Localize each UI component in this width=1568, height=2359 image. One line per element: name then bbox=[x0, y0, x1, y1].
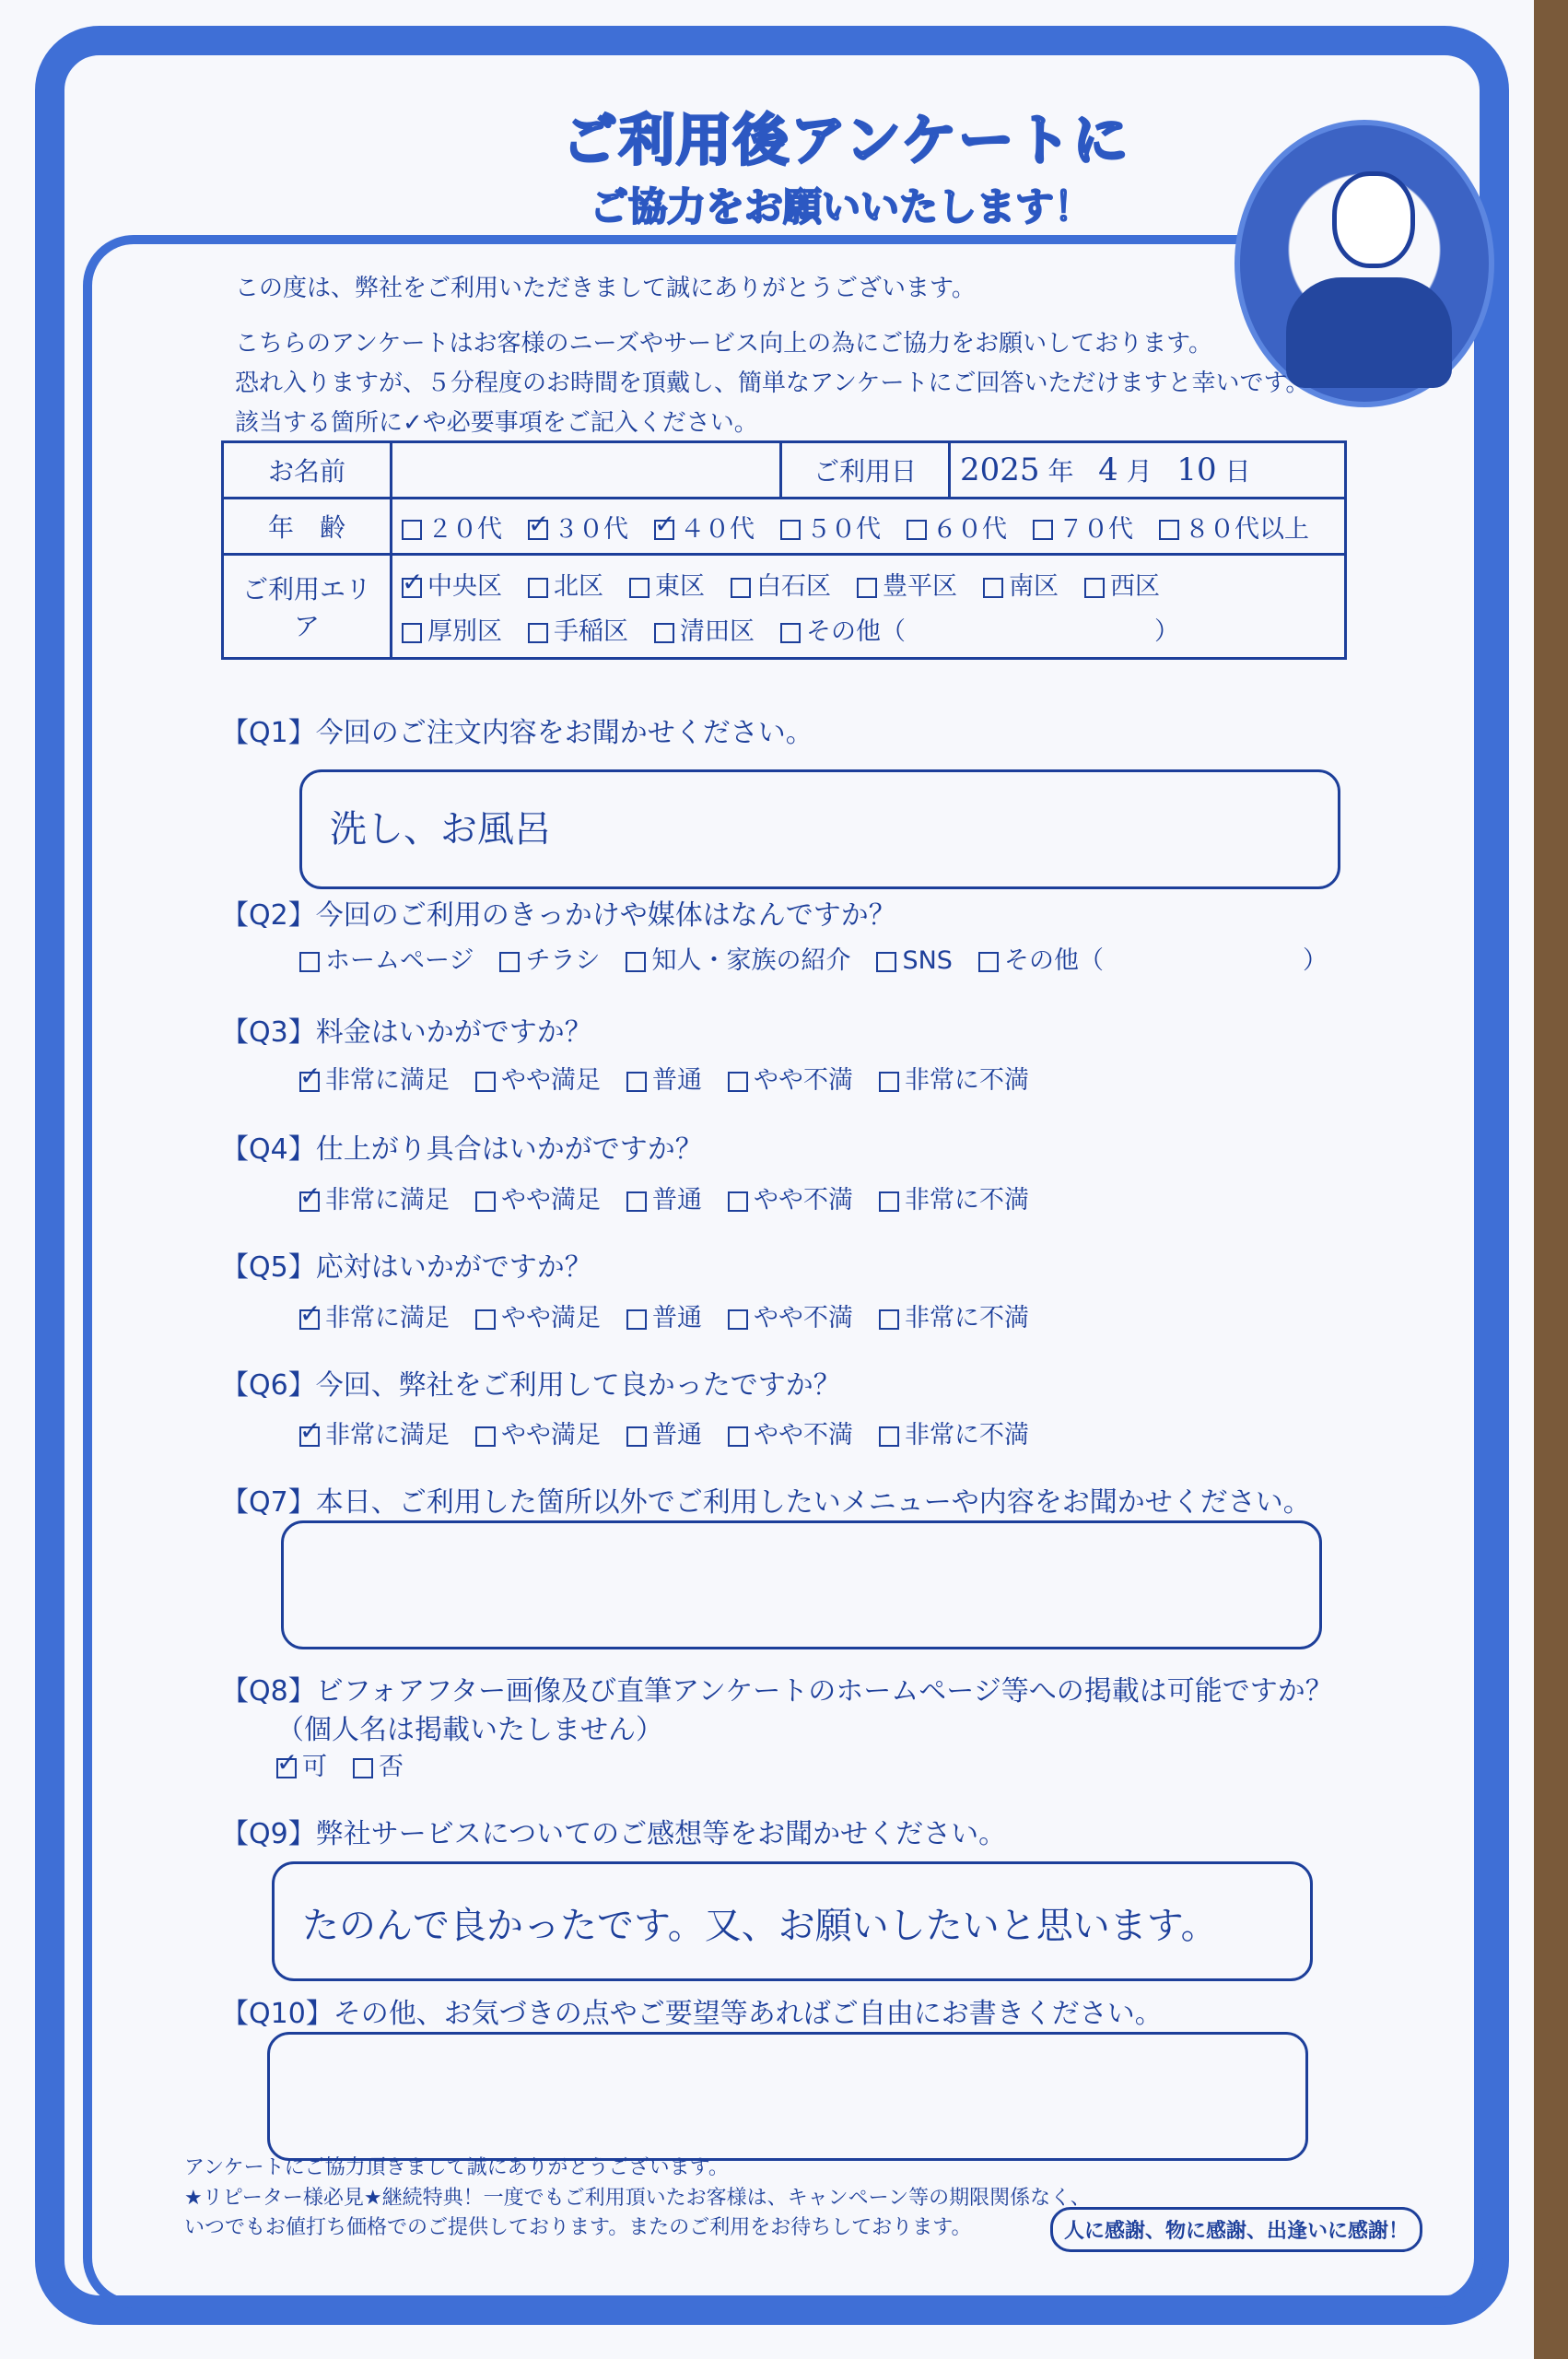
q5-option[interactable] bbox=[299, 1297, 450, 1333]
age-option[interactable] bbox=[907, 509, 1007, 545]
checkbox[interactable] bbox=[528, 578, 548, 598]
checkbox[interactable] bbox=[475, 1426, 496, 1447]
q2-option[interactable] bbox=[626, 940, 850, 976]
checkbox[interactable] bbox=[629, 578, 649, 598]
q5-option[interactable] bbox=[626, 1297, 702, 1333]
q3-option-label: 普通 bbox=[652, 1066, 702, 1095]
checkbox[interactable] bbox=[626, 952, 646, 972]
q5-option-label: 普通 bbox=[652, 1304, 702, 1332]
q5-option-label: 非常に満足 bbox=[325, 1304, 450, 1332]
q6-option-label: 非常に満足 bbox=[325, 1421, 450, 1449]
footer-line: ★リピーター様必見★継続特典！一度でもご利用頂いたお客様は、キャンペーン等の期限関係なく、 bbox=[184, 2187, 1091, 2210]
area-option[interactable] bbox=[654, 611, 755, 647]
q6-option-label: やや満足 bbox=[501, 1421, 601, 1449]
date-label: ご利用日 bbox=[781, 442, 950, 499]
area-option-label: 豊平区 bbox=[883, 572, 957, 601]
age-option[interactable] bbox=[528, 509, 628, 545]
checkbox[interactable] bbox=[728, 1072, 748, 1092]
q7-label: 【Q7】本日、ご利用した箇所以外でご利用したいメニューや内容をお聞かせください。 bbox=[221, 1486, 1311, 1519]
checkbox[interactable] bbox=[626, 1426, 647, 1447]
checkbox[interactable] bbox=[876, 952, 896, 972]
age-option-label: ６０代 bbox=[932, 514, 1007, 544]
checkbox[interactable] bbox=[528, 520, 548, 540]
area-option-label: その他（ ） bbox=[806, 617, 1179, 646]
age-label: 年 齢 bbox=[223, 499, 392, 555]
q3-option[interactable] bbox=[626, 1060, 702, 1096]
checkbox[interactable] bbox=[626, 1309, 647, 1330]
area-option[interactable] bbox=[731, 566, 831, 602]
q1-label: 【Q1】今回のご注文内容をお聞かせください。 bbox=[221, 717, 813, 749]
q5-option[interactable] bbox=[475, 1297, 601, 1333]
q3-option[interactable] bbox=[475, 1060, 601, 1096]
q3-option[interactable] bbox=[879, 1060, 1029, 1096]
q8-option-label: 可 bbox=[302, 1753, 327, 1781]
q10-answer-box[interactable] bbox=[267, 2032, 1308, 2161]
area-option-label: 厚別区 bbox=[427, 617, 502, 646]
checkbox[interactable] bbox=[728, 1426, 748, 1447]
q3-option-label: 非常に満足 bbox=[325, 1066, 450, 1095]
area-option[interactable] bbox=[629, 566, 705, 602]
checkbox[interactable] bbox=[978, 952, 999, 972]
area-option[interactable] bbox=[528, 566, 603, 602]
q3-label: 【Q3】料金はいかがですか？ bbox=[221, 1016, 592, 1049]
intro-line: こちらのアンケートはお客様のニーズやサービス向上の為にご協力をお願いしております。 bbox=[235, 330, 1213, 358]
checkbox[interactable] bbox=[475, 1309, 496, 1330]
checkbox[interactable] bbox=[402, 578, 422, 598]
q4-option[interactable] bbox=[728, 1180, 853, 1215]
checkbox[interactable] bbox=[728, 1191, 748, 1212]
area-option-label: 東区 bbox=[655, 572, 705, 601]
checkbox[interactable] bbox=[475, 1072, 496, 1092]
checkbox[interactable] bbox=[983, 578, 1003, 598]
q4-option-label: やや満足 bbox=[501, 1186, 601, 1215]
motto-stamp: 人に感謝、物に感謝、出逢いに感謝！ bbox=[1050, 2207, 1422, 2252]
q2-option-label: 知人・家族の紹介 bbox=[651, 946, 851, 975]
area-label: ご利用エリア bbox=[223, 555, 392, 659]
checkbox[interactable] bbox=[299, 1426, 320, 1447]
q5-option-label: やや満足 bbox=[501, 1304, 601, 1332]
checkbox[interactable] bbox=[299, 1072, 320, 1092]
checkbox[interactable] bbox=[276, 1758, 297, 1778]
checkbox[interactable] bbox=[499, 952, 520, 972]
area-option-label: 中央区 bbox=[427, 572, 502, 601]
checkbox[interactable] bbox=[879, 1191, 899, 1212]
q6-option-label: 非常に不満 bbox=[905, 1421, 1029, 1449]
age-option-label: ２０代 bbox=[427, 514, 502, 544]
age-option[interactable] bbox=[654, 509, 755, 545]
q3-option-label: 非常に不満 bbox=[905, 1066, 1029, 1095]
footer-line: アンケートにご協力頂きまして誠にありがとうございます。 bbox=[184, 2156, 729, 2179]
checkbox[interactable] bbox=[728, 1309, 748, 1330]
q8-option-label: 否 bbox=[379, 1753, 404, 1781]
q6-option[interactable] bbox=[475, 1414, 601, 1450]
checkbox[interactable] bbox=[731, 578, 751, 598]
q9-answer: たのんで良かったです。又、お願いしたいと思います。 bbox=[302, 1905, 1218, 1947]
area-option-label: 白石区 bbox=[756, 572, 831, 601]
q4-option[interactable] bbox=[475, 1180, 601, 1215]
q2-option-label: SNS bbox=[902, 946, 953, 975]
q4-label: 【Q4】仕上がり具合はいかがですか？ bbox=[221, 1133, 703, 1166]
q5-option[interactable] bbox=[879, 1297, 1029, 1333]
q6-label: 【Q6】今回、弊社をご利用して良かったですか？ bbox=[221, 1369, 841, 1402]
q6-option[interactable] bbox=[879, 1414, 1029, 1450]
q5-label: 【Q5】応対はいかがですか？ bbox=[221, 1251, 592, 1284]
q4-option[interactable] bbox=[879, 1180, 1029, 1215]
q4-option-label: 非常に不満 bbox=[905, 1186, 1029, 1215]
q8-option[interactable] bbox=[276, 1746, 327, 1782]
area-options bbox=[392, 555, 1346, 659]
q5-option-label: 非常に不満 bbox=[905, 1304, 1029, 1332]
checkbox[interactable] bbox=[1159, 520, 1179, 540]
q6-option[interactable] bbox=[299, 1414, 450, 1450]
q4-option-label: 普通 bbox=[652, 1186, 702, 1215]
date-field[interactable] bbox=[950, 442, 1346, 499]
area-option-label: 清田区 bbox=[680, 617, 755, 646]
customer-info-table bbox=[221, 440, 1347, 660]
area-option-label: 手稲区 bbox=[554, 617, 628, 646]
checkbox[interactable] bbox=[879, 1072, 899, 1092]
checkbox[interactable] bbox=[780, 520, 801, 540]
checkbox[interactable] bbox=[626, 1191, 647, 1212]
q2-option[interactable] bbox=[876, 946, 952, 975]
checkbox[interactable] bbox=[299, 952, 320, 972]
checkbox[interactable] bbox=[1084, 578, 1105, 598]
intro-line: この度は、弊社をご利用いただきまして誠にありがとうございます。 bbox=[235, 275, 976, 302]
q2-option-label: チラシ bbox=[525, 946, 601, 975]
q2-option[interactable] bbox=[299, 940, 474, 976]
q4-option[interactable] bbox=[626, 1180, 702, 1215]
checkbox[interactable] bbox=[528, 623, 548, 643]
q9-answer-box[interactable] bbox=[272, 1861, 1313, 1981]
q6-option[interactable] bbox=[728, 1414, 853, 1450]
q4-option[interactable] bbox=[299, 1180, 450, 1215]
age-option[interactable] bbox=[1033, 509, 1133, 545]
checkbox[interactable] bbox=[402, 623, 422, 643]
q8-option[interactable] bbox=[353, 1746, 404, 1782]
area-option[interactable] bbox=[780, 611, 1179, 647]
q9-label: 【Q9】弊社サービスについてのご感想等をお聞かせください。 bbox=[221, 1818, 1007, 1850]
checkbox[interactable] bbox=[780, 623, 801, 643]
year-value: 2025 bbox=[960, 452, 1040, 488]
checkbox[interactable] bbox=[879, 1426, 899, 1447]
checkbox[interactable] bbox=[907, 520, 927, 540]
area-option-label: 西区 bbox=[1110, 572, 1160, 601]
q4-option-label: やや不満 bbox=[754, 1186, 853, 1215]
checkbox[interactable] bbox=[654, 623, 674, 643]
area-option[interactable] bbox=[983, 566, 1059, 602]
checkbox[interactable] bbox=[1033, 520, 1053, 540]
q6-option-label: 普通 bbox=[652, 1421, 702, 1449]
checkbox[interactable] bbox=[402, 520, 422, 540]
age-options bbox=[392, 499, 1346, 555]
q2-label: 【Q2】今回のご利用のきっかけや媒体はなんですか？ bbox=[221, 899, 896, 932]
q2-option-label: ホームページ bbox=[325, 946, 474, 975]
age-option-label: ７０代 bbox=[1059, 514, 1133, 544]
age-option[interactable] bbox=[1159, 509, 1309, 545]
q7-answer-box[interactable] bbox=[281, 1520, 1322, 1649]
q3-option[interactable] bbox=[299, 1060, 450, 1096]
page-title: ご利用後アンケートに bbox=[562, 109, 1130, 173]
checkbox[interactable] bbox=[857, 578, 877, 598]
day-unit: 日 bbox=[1224, 456, 1251, 487]
checkbox[interactable] bbox=[475, 1191, 496, 1212]
checkbox[interactable] bbox=[353, 1758, 373, 1778]
age-option-label: ３０代 bbox=[554, 514, 628, 544]
checkbox[interactable] bbox=[299, 1191, 320, 1212]
area-option[interactable] bbox=[402, 566, 502, 602]
area-option-label: 南区 bbox=[1009, 572, 1059, 601]
name-field[interactable] bbox=[392, 442, 781, 499]
q5-option-label: やや不満 bbox=[754, 1304, 853, 1332]
age-option-label: ８０代以上 bbox=[1185, 514, 1309, 544]
month-unit: 月 bbox=[1126, 456, 1153, 487]
q8-label: 【Q8】ビフォアフター画像及び直筆アンケートのホームページ等への掲載は可能ですか？ bbox=[221, 1675, 1333, 1708]
area-option[interactable] bbox=[857, 566, 957, 602]
age-option[interactable] bbox=[402, 509, 502, 545]
q4-option-label: 非常に満足 bbox=[325, 1186, 450, 1215]
area-option-label: 北区 bbox=[554, 572, 603, 601]
q1-answer-box[interactable] bbox=[299, 769, 1340, 889]
intro-line: 該当する箇所に✓や必要事項をご記入ください。 bbox=[235, 409, 758, 437]
q3-option-label: やや満足 bbox=[501, 1066, 601, 1095]
age-option-label: ５０代 bbox=[806, 514, 881, 544]
year-unit: 年 bbox=[1047, 456, 1074, 487]
month-value: 4 bbox=[1098, 452, 1118, 488]
q2-option[interactable] bbox=[499, 940, 600, 976]
q8-note: （個人名は掲載いたしません） bbox=[276, 1714, 663, 1746]
area-option[interactable] bbox=[1084, 566, 1160, 602]
footer-line: いつでもお値打ち価格でのご提供しております。またのご利用をお待ちしております。 bbox=[184, 2216, 972, 2239]
checkbox[interactable] bbox=[626, 1072, 647, 1092]
area-option[interactable] bbox=[528, 611, 628, 647]
q3-option-label: やや不満 bbox=[754, 1066, 853, 1095]
q6-option[interactable] bbox=[626, 1414, 702, 1450]
q5-option[interactable] bbox=[728, 1297, 853, 1333]
age-option[interactable] bbox=[780, 509, 881, 545]
intro-line: 恐れ入りますが、５分程度のお時間を頂戴し、簡単なアンケートにご回答いただけますと幸いです。 bbox=[235, 370, 1310, 397]
q10-label: 【Q10】その他、お気づきの点やご要望等あればご自由にお書きください。 bbox=[221, 1998, 1163, 2030]
checkbox[interactable] bbox=[879, 1309, 899, 1330]
q1-answer: 洗し、お風呂 bbox=[330, 808, 551, 851]
name-label: お名前 bbox=[223, 442, 392, 499]
day-value: 10 bbox=[1176, 452, 1217, 488]
q2-option-label: その他（ ） bbox=[1003, 946, 1328, 975]
q2-option[interactable] bbox=[978, 940, 1328, 976]
checkbox[interactable] bbox=[654, 520, 674, 540]
q3-option[interactable] bbox=[728, 1060, 853, 1096]
checkbox[interactable] bbox=[299, 1309, 320, 1330]
area-option[interactable] bbox=[402, 611, 502, 647]
age-option-label: ４０代 bbox=[680, 514, 755, 544]
q6-option-label: やや不満 bbox=[754, 1421, 853, 1449]
page-subtitle: ご協力をお願いいたします！ bbox=[590, 184, 1094, 229]
